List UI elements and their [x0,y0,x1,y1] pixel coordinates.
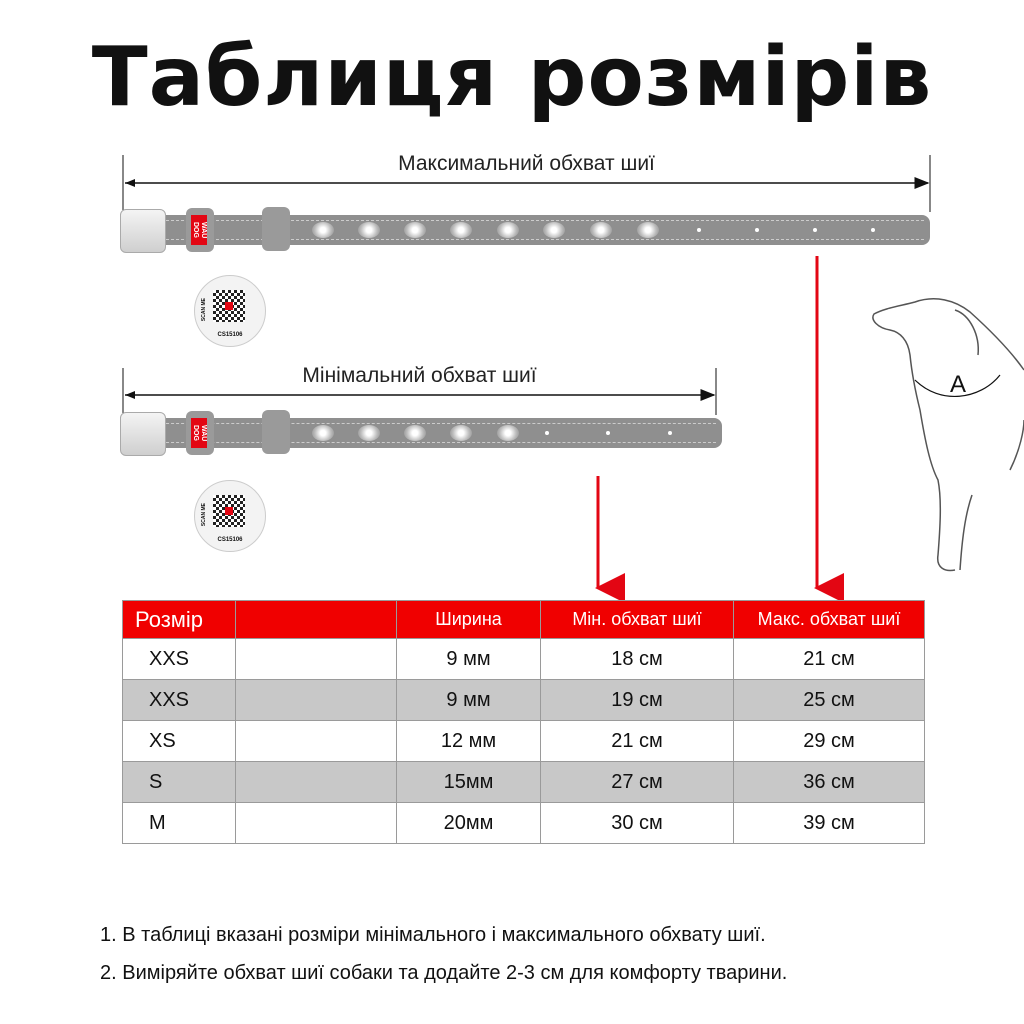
buckle-icon [120,209,166,253]
qr-tag: SCAN ME CS15106 [194,480,266,552]
qr-tag: SCAN ME CS15106 [194,275,266,347]
table-row: S 15мм 27 см 36 см [123,762,925,803]
note-1: 1. В таблиці вказані розміри мінімального і максимального обхвату шиї. [100,924,766,946]
table-row: XXS 9 мм 19 см 25 см [123,680,925,721]
table-row: XXS 9 мм 18 см 21 см [123,639,925,680]
table-row: XS 12 мм 21 см 29 см [123,721,925,762]
brand-logo: WAU DOG [191,418,207,448]
note-2: 2. Виміряйте обхват шиї собаки та додайте 2-3 см для комфорту тварини. [100,962,788,984]
table-header: Розмір Ширина Мін. обхват шиї Макс. обхват шиї [123,601,925,639]
brand-logo: WAU DOG [191,215,207,245]
size-table [122,600,925,844]
max-neck-label: Максимальний обхват шиї [398,152,655,175]
page-title: Таблиця розмірів [91,30,933,125]
min-neck-label: Мінімальний обхват шиї [302,364,537,387]
table-row: M 20мм 30 см 39 см [123,803,925,844]
dog-outline-icon [860,280,1024,580]
dog-measure-label: A [950,371,967,398]
